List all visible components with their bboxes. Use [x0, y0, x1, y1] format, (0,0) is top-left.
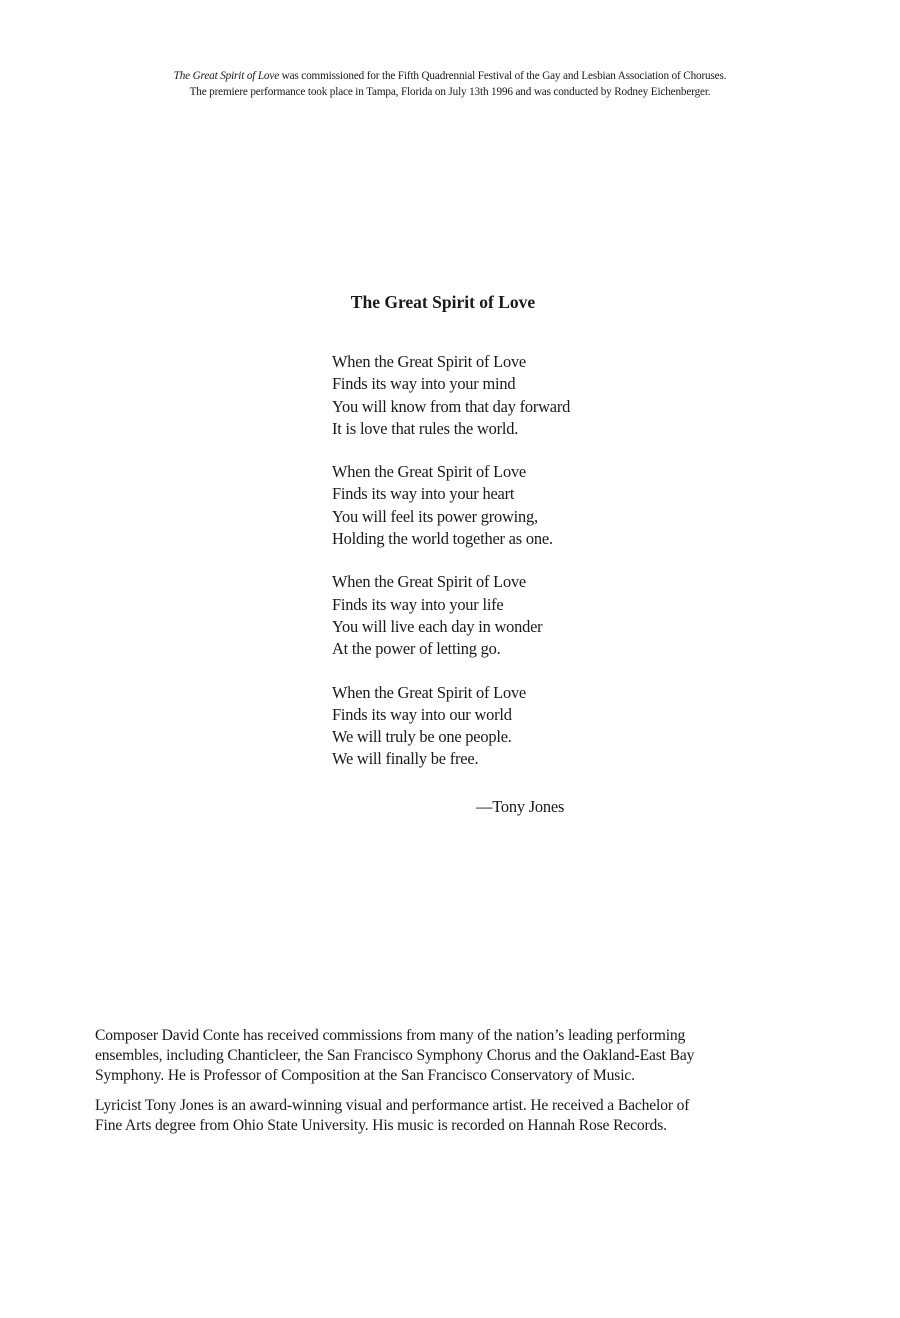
poem-line: You will know from that day forward — [332, 396, 571, 416]
poem-line: You will live each day in wonder — [332, 616, 543, 636]
poem-text — [332, 351, 652, 792]
composer-bio — [95, 1026, 807, 1086]
poem-stanza-1 — [332, 351, 652, 440]
commission-note-line-2: The premiere performance took place in Tampa, Florida on July 13th 1996 and was conducted by Rodney Eichenberger. — [189, 86, 711, 98]
commission-note-line-1-text: was commissioned for the Fifth Quadrennial Festival of the Gay and Lesbian Association of Choruses. — [279, 70, 727, 82]
commission-note-work-title: The Great Spirit of Love — [173, 70, 280, 82]
biographies — [95, 1026, 807, 1146]
poem-line: It is love that rules the world. — [332, 418, 519, 438]
commission-note — [0, 68, 900, 100]
bio-line: Fine Arts degree from Ohio State University. His music is recorded on Hannah Rose Records. — [95, 1117, 667, 1134]
poem-title: The Great Spirit of Love — [350, 292, 536, 312]
poem-line: Holding the world together as one. — [332, 529, 553, 549]
poem-line: We will truly be one people. — [332, 727, 512, 747]
bio-line: Composer David Conte has received commissions from many of the nation’s leading performing — [95, 1027, 686, 1044]
poem-stanza-3 — [332, 571, 652, 660]
poem-stanza-2 — [332, 461, 652, 550]
bio-line: Symphony. He is Professor of Composition at the San Francisco Conservatory of Music. — [95, 1067, 635, 1084]
commission-note-line-1 — [0, 68, 900, 84]
poem-line: At the power of letting go. — [332, 639, 501, 659]
poem-line: Finds its way into your mind — [332, 374, 516, 394]
bio-line: Lyricist Tony Jones is an award-winning visual and performance artist. He received a Bachelor of — [95, 1097, 690, 1114]
poem-line: You will feel its power growing, — [332, 506, 538, 526]
poem-line: We will finally be free. — [332, 749, 479, 769]
poem-line: Finds its way into our world — [332, 704, 512, 724]
poem-line: Finds its way into your heart — [332, 484, 515, 504]
poem-line: When the Great Spirit of Love — [332, 352, 527, 371]
poem-attribution: —Tony Jones — [476, 797, 565, 816]
poem-line: When the Great Spirit of Love — [332, 572, 527, 592]
lyricist-bio — [95, 1096, 807, 1136]
poem-line: Finds its way into your life — [332, 594, 504, 614]
poem-line: When the Great Spirit of Love — [332, 682, 527, 702]
poem-stanza-4 — [332, 682, 652, 771]
bio-line: ensembles, including Chanticleer, the San Francisco Symphony Chorus and the Oakland-East Bay — [95, 1047, 695, 1064]
poem-line: When the Great Spirit of Love — [332, 462, 527, 482]
